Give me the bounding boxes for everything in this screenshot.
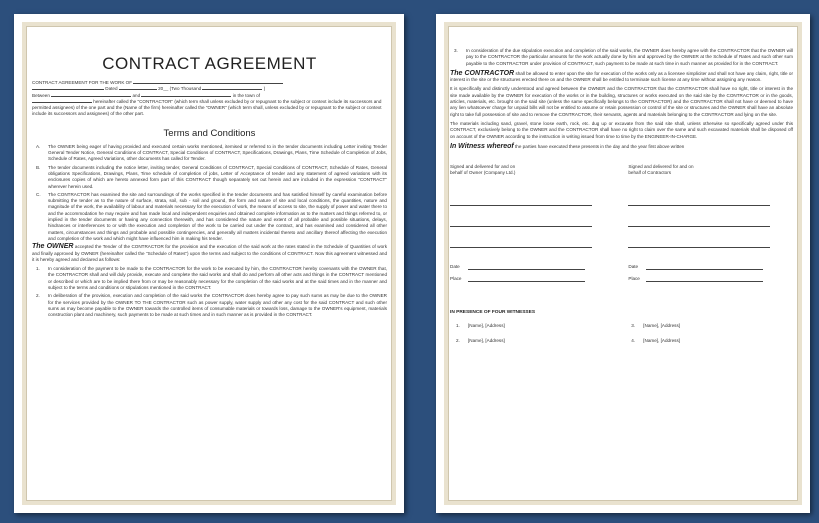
page-1-content (32, 32, 387, 321)
numbered-item: 3. In consideration of the due stipulation execution and completion of the said works, the OWNER does hereby agree with the CONTRACTOR that the OWNER will pay to the CONTRACTOR the particular amounts for the work actually done by him and approved by the OWNER at the Schedule of Rates and such other sum payable to the CONTRACTOR under provision of CONTRACT, such payment to be made at such time in such manner as provided for in the CONTRACT. (454, 48, 793, 66)
contractor-paragraph: The CONTRACTOR shall be allowed to enter upon the site for execution of the works only as a licensee simpliciter and shall not have any claim, right, title or interest in the site or the structures erected there on and the OWNER shall be entitled to terminate such license at any time without assigning any reason. (450, 69, 794, 83)
witness-row (450, 338, 793, 344)
place-field: Place (628, 276, 793, 282)
materials-paragraph: The materials including sand, gravel, stone loose earth, rock, etc. dug up or excavate from the said site shall, unless otherwise so specifically agreed under this CONTRACT, exclusively belong to the OWNER and the CONTRACTOR shall have no right to claim over the same and such excavated materials shall be disposed off on account of the OWNER according to the instruction in writing issued from time to time by the ENGINEER-IN-CHARGE. (450, 120, 793, 139)
term-item: A. The OWNER being eager of having provided and executed certain works mentioned, itemised or referred to in the tender documents including Letter inviting Tender General Tender Notice, General Conditions of CONTRACT, Special Conditions of CONTRACT, Specifications, Drawings, Plans, Time Schedule of Completion of Jobs, Schedule of Rates, Agreed Variations, other documents has called for Tender. (36, 143, 387, 162)
owner-signature-block: Signed and delivered for and on behalf of Owner (Company Ltd.) Date Place (450, 164, 615, 282)
contract-page-2 (436, 14, 810, 513)
page-2-content (450, 28, 793, 344)
terms-heading: Terms and Conditions (163, 127, 256, 139)
numbered-item: 1. In consideration of the payment to be made to the CONTRACTOR for the work to be executed by him, the CONTRACTOR hereby covenants with the OWNER that, the CONTRACTOR shall and will duly provide, execute and complete the said works and shall do and perform all other acts and things in the CONTRACT mentioned or described or which are to be implied there from or may be reasonably necessary for the completion of the said works and at the said times and in the manner and subject to the terms and conditions or stipulations mentioned in the CONTRACT. (36, 266, 387, 291)
owner-acceptance-paragraph: The OWNER accepted the Tender of the CONTRACTOR for the provision and the execution of the said work at the rates stated in the Schedule of Quantities of work and finally approved by OWNER (hereinafter called the "Schedule of Rates") upon the terms and subject to the conditions of CONTRACT. Now this agreement witnessed and it is hereby agreed and declared as follows: (32, 243, 387, 262)
signature-line (628, 237, 770, 248)
witness-lead: In Witness whereof (450, 142, 514, 150)
term-item: B. The tender documents including the notice letter, inviting tender, General Conditions of CONTRACT, Special Conditions of CONTRACT, Schedule of Rates, General obligations Specifications, Drawings, Plans, Time schedule of completion of jobs, Letter of Acceptance of tender and any statement of agreed variations with its enclosures copies of which are hereto annexed form part of this CONTRACT though separately set out herein and are included in the expression "CONTRACT" wherever herein used. (36, 164, 387, 189)
witness-paragraph: In Witness whereof the parties have executed these presents in the day and the year first above written (450, 142, 685, 150)
witness-entry: 4. [Name], [Address] (631, 337, 681, 343)
numbered-item: 2. In deliberation of the provision, execution and completion of the said works the CONTRACTOR does hereby agree to pay such sums as may be due to the OWNER for the services provided by the OWNER TO THE CONTRACTOR such as power supply, water supply and other any cost for the said CONTRACT and such other sums as may become payable to the OWNER towards the controlled items of consumable materials or towards loss, damage to the OWNER's equipment, materials construction plant and machinery, such payments to be made at such times and in such manner as is provided in the CONTRACT. (36, 293, 387, 318)
term-item: C. The CONTRACTOR has examined the site and surroundings of the works specified in the tender documents and has satisfied himself by careful examination before submitting the tender as to the nature of surface, strata, soil, sub - soil and ground, the form and nature of site and local conditions, the quantities, nature and magnitude of the work, the availability of labour and materials necessary for the execution of work, the means of access to site, the supply of power and water there to and the accommodation he may require and has made local and independent enquiries and obtained complete information as to the matters and things referred to, or implied in the tender documents or having any connection therewith, and has considered the nature and extent of all probable and possible situations, delays, hindrances or interferences to or with the execution and completion of the work to be carried out under the contract, and has examined and considered all other matters, circumstances and things and probable and possible contingencies, and generally all matters incidental thereto and ancillary thereof affecting the execution and completion of the work and which might have influenced him in making his tender. (36, 191, 387, 241)
signature-line (450, 216, 592, 227)
signature-line (450, 195, 592, 206)
between-line: Between and in the town of (32, 92, 261, 98)
witnesses-heading: IN PRESENCE OF FOUR WITNESSES (450, 310, 536, 316)
date-field: Date (628, 264, 793, 270)
date-field: Date (450, 264, 615, 270)
witness-entry: 2. [Name], [Address] (456, 337, 505, 343)
contractor-lead: The CONTRACTOR (450, 69, 515, 77)
document-title: CONTRACT AGREEMENT (102, 54, 317, 73)
dated-line: Dated 20__ (Two Thousand ) (32, 86, 387, 92)
signature-line (628, 195, 770, 206)
owner-lead: The OWNER (32, 243, 74, 251)
numbered-list (450, 48, 793, 67)
signature-line (628, 216, 770, 227)
parties-clause: hereinafter called the "CONTRACTOR" (which term shall unless excluded by or repugnant to the subject or context include its successors and permitted assignees) of the one part and the (Name of the firm) hereinafter called the "OWNER" (which term shall, unless excluded by or repugnant to the subject or context include its successors and assignees) of the other part. (32, 98, 382, 117)
witness-row (450, 323, 793, 329)
agreement-line: CONTRACT AGREEMENT FOR THE WORK OF (32, 80, 387, 86)
signature-line (450, 237, 592, 248)
signature-section (450, 164, 793, 282)
site-rights-paragraph: It is specifically and distinctly understood and agreed between the OWNER and the CONTRACTOR that the CONTRACTOR shall have no right, title or interest in the site made available by the OWNER for execution of the works or in the building, structures or works executed on the said site by the CONTRACTOR or in the goods, articles, materials, etc. brought on the said site (unless the same specifically belongs to the CONTRACTOR) and the CONTRACTOR shall not have or deemed to have any lien whatsoever charge for unpaid bills will not be entitled to assume or retain possession or control of the site or structures and the OWNER shall have an absolute right to take full possession of site and to remove the CONTRACTOR, their servants, agents and materials belonging to the CONTRACTOR and lying on the site. (450, 86, 793, 117)
numbered-list (32, 266, 387, 318)
terms-list (32, 144, 387, 242)
place-field: Place (450, 276, 615, 282)
witness-entry: 1. [Name], [Address] (456, 323, 505, 329)
contract-page-1 (14, 14, 404, 513)
witness-entry: 3. [Name], [Address] (631, 323, 681, 329)
contractor-signature-block: Signed and delivered for and on behalf of Contractors Date Place (628, 164, 793, 282)
